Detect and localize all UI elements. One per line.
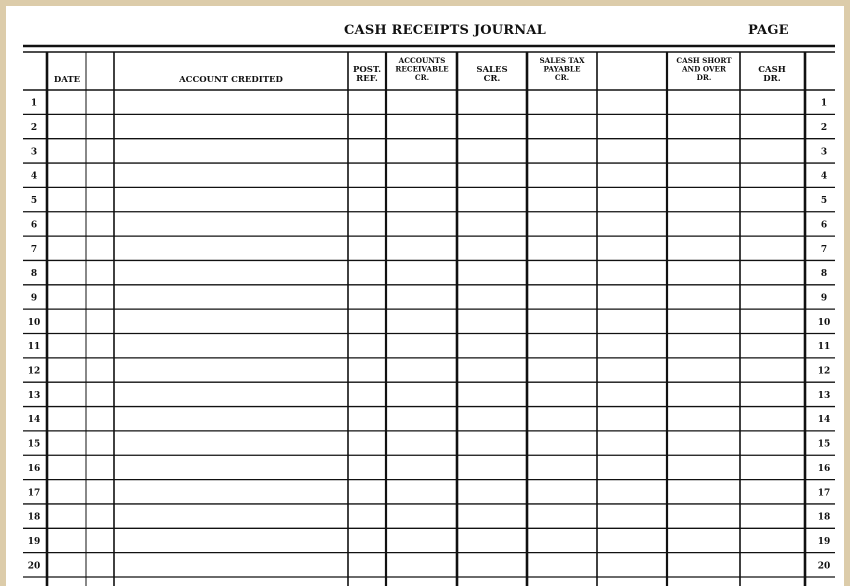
- column-header-sales_tax: CR.: [554, 73, 570, 82]
- row-number-right: 16: [817, 463, 831, 474]
- row-number-left: 10: [27, 317, 41, 328]
- row-number-right: 8: [820, 269, 828, 280]
- row-number-left: 3: [30, 147, 38, 158]
- row-number-left: 18: [27, 512, 41, 523]
- row-number-right: 11: [817, 342, 831, 353]
- column-header-cash_dr: DR.: [763, 73, 781, 84]
- column-header-ar_cr: CR.: [414, 73, 430, 82]
- column-header-ar_cr: ACCOUNTS: [398, 56, 446, 65]
- row-number-left: 8: [30, 269, 38, 280]
- row-number-right: 13: [817, 390, 831, 401]
- column-header-sales_cr: SALES: [476, 65, 508, 75]
- row-number-left: 17: [27, 488, 41, 499]
- row-number-right: 10: [817, 317, 831, 328]
- journal-sheet: [6, 6, 844, 586]
- row-number-left: 1: [30, 98, 38, 109]
- column-header-date: DATE: [53, 75, 81, 85]
- column-header-post_ref: POST.: [352, 65, 382, 75]
- row-number-left: 4: [30, 171, 38, 182]
- row-number-left: 9: [30, 293, 38, 304]
- row-number-right: 2: [820, 123, 828, 134]
- row-number-left: 15: [27, 439, 41, 450]
- row-number-right: 14: [817, 415, 831, 426]
- row-number-right: 15: [817, 439, 831, 450]
- row-number-left: 14: [27, 415, 41, 426]
- column-header-sales_tax: SALES TAX: [539, 56, 585, 65]
- row-number-left: 5: [30, 196, 38, 207]
- column-header-cash_dr: CASH: [758, 65, 786, 75]
- row-number-left: 7: [30, 244, 38, 255]
- row-number-left: 2: [30, 123, 38, 134]
- row-number-right: 4: [820, 171, 828, 182]
- row-number-right: 7: [820, 244, 828, 255]
- row-number-right: 12: [817, 366, 831, 377]
- column-header-account: ACCOUNT CREDITED: [179, 75, 283, 85]
- journal-title: CASH RECEIPTS JOURNAL: [344, 23, 546, 38]
- column-header-post_ref: REF.: [356, 73, 378, 84]
- row-number-right: 17: [817, 488, 831, 499]
- column-header-ar_cr: RECEIVABLE: [395, 64, 449, 74]
- journal-table: [6, 6, 844, 586]
- row-number-left: 19: [27, 536, 41, 547]
- row-number-right: 19: [817, 536, 831, 547]
- row-number-right: 18: [817, 512, 831, 523]
- row-number-right: 20: [817, 561, 831, 572]
- row-number-right: 6: [820, 220, 828, 231]
- row-number-right: 5: [820, 196, 828, 207]
- row-number-right: 1: [820, 98, 828, 109]
- row-number-right: 9: [820, 293, 828, 304]
- column-header-cash_short: AND OVER: [681, 64, 727, 74]
- column-header-sales_cr: CR.: [483, 73, 501, 84]
- column-header-cash_short: CASH SHORT: [676, 56, 732, 65]
- row-number-left: 11: [27, 342, 41, 353]
- row-number-left: 13: [27, 390, 41, 401]
- row-number-left: 20: [27, 561, 41, 572]
- row-number-right: 3: [820, 147, 828, 158]
- row-number-left: 6: [30, 220, 38, 231]
- column-header-sales_tax: PAYABLE: [543, 64, 581, 74]
- page-label: PAGE: [748, 23, 789, 38]
- column-header-cash_short: DR.: [696, 73, 712, 82]
- row-number-left: 16: [27, 463, 41, 474]
- row-number-left: 12: [27, 366, 41, 377]
